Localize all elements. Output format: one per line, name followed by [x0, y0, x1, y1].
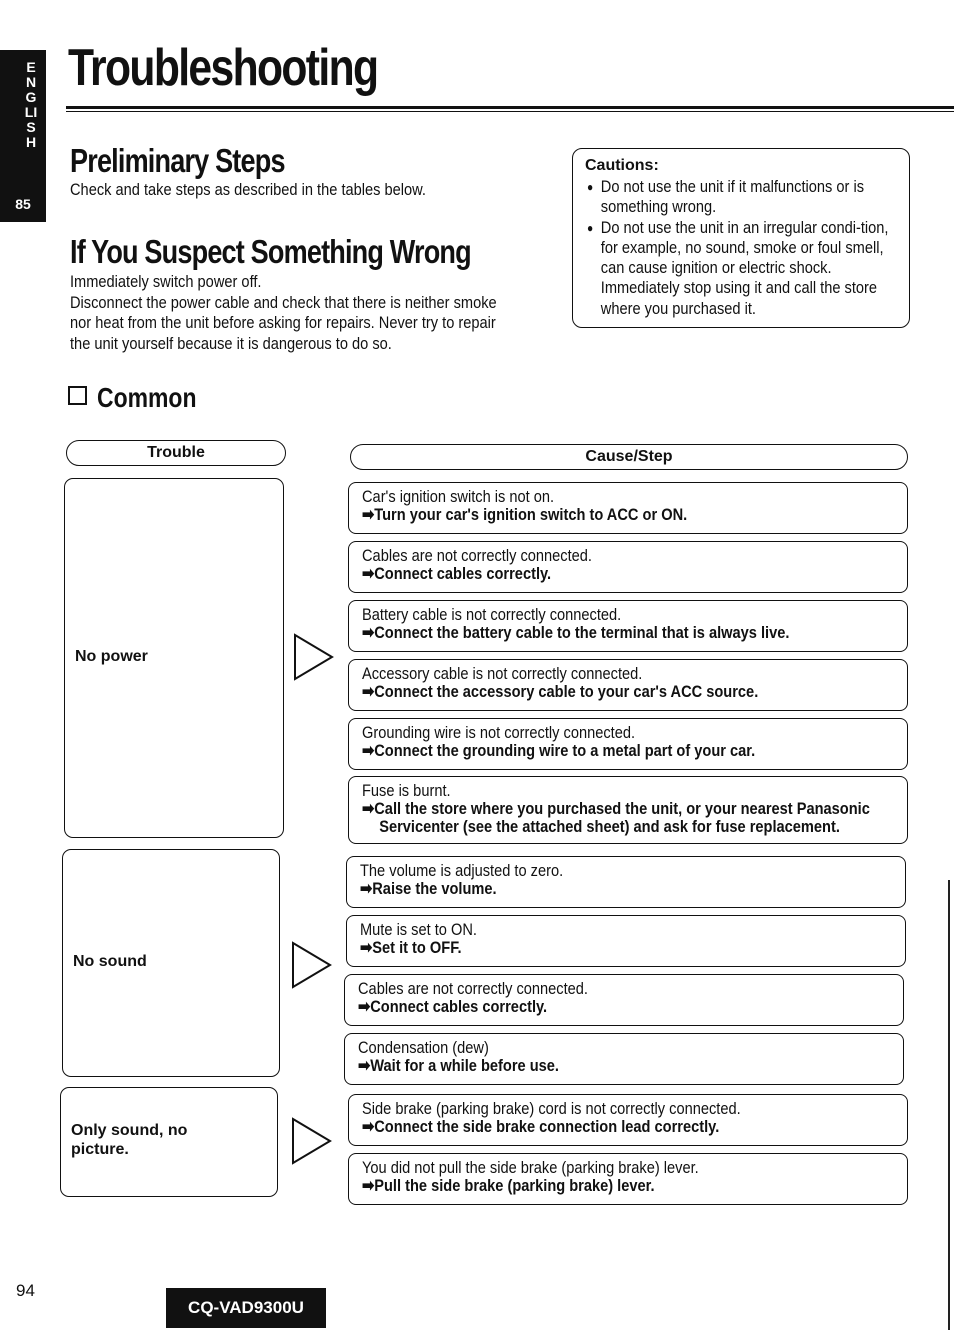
cautions-list — [587, 177, 905, 319]
caution-item: ● Do not use the unit in an irregular condi-tion, for example, no sound, smoke or foul smell, can cause ignition or electric shock. Immediately stop using it and call the store where you purchased it. — [587, 218, 905, 319]
page-number: 94 — [16, 1281, 35, 1300]
trouble-label: No sound — [73, 953, 147, 970]
step-text: ➡Connect the accessory cable to your car's ACC source. — [362, 682, 759, 701]
language-label: ENGLISH — [24, 59, 38, 150]
preliminary-text: Check and take steps as described in the tables below. — [70, 180, 426, 199]
cause-step-box — [348, 600, 908, 652]
cause-text: You did not pull the side brake (parking brake) lever. — [362, 1158, 699, 1177]
caution-item: ● Do not use the unit if it malfunctions or is something wrong. — [587, 177, 905, 218]
cautions-heading: Cautions: — [585, 157, 659, 174]
page-edge-line — [948, 880, 950, 1330]
cause-step-box — [344, 974, 904, 1026]
language-tab — [0, 50, 46, 222]
page-title: Troubleshooting — [68, 39, 378, 97]
cause-step-box — [348, 1153, 908, 1205]
common-heading-text: Common — [97, 382, 197, 413]
cause-step-box — [348, 659, 908, 711]
step-text: ➡Set it to OFF. — [360, 938, 462, 957]
trouble-label: No power — [75, 648, 148, 665]
cause-text: Accessory cable is not correctly connected. — [362, 664, 643, 683]
cause-step-box — [348, 1094, 908, 1146]
cause-step-box — [346, 856, 906, 908]
model-badge: CQ-VAD9300U — [166, 1288, 326, 1328]
pointer-arrow-icon — [292, 632, 336, 682]
step-text: ➡Turn your car's ignition switch to ACC or ON. — [362, 505, 688, 524]
cause-text: The volume is adjusted to zero. — [360, 861, 564, 880]
step-text: ➡Pull the side brake (parking brake) lever. — [362, 1176, 655, 1195]
suspect-line: Immediately switch power off. — [70, 272, 262, 291]
trouble-box-no-picture — [60, 1087, 278, 1197]
pointer-arrow-icon — [290, 1116, 334, 1166]
title-rule — [66, 106, 954, 109]
trouble-box-no-power — [64, 478, 284, 838]
checkbox-icon — [68, 386, 87, 405]
trouble-column-header: Trouble — [66, 440, 286, 466]
step-text: ➡Connect the battery cable to the terminal that is always live. — [362, 623, 790, 642]
cause-text: Cables are not correctly connected. — [358, 979, 588, 998]
trouble-box-no-sound — [62, 849, 280, 1077]
title-rule-thin — [66, 111, 954, 112]
pointer-arrow-icon — [290, 940, 334, 990]
step-text: ➡Connect the grounding wire to a metal part of your car. — [362, 741, 756, 760]
cause-text: Condensation (dew) — [358, 1038, 489, 1057]
step-text: ➡Raise the volume. — [360, 879, 497, 898]
suspect-text — [70, 272, 497, 354]
step-text: ➡Connect the side brake connection lead correctly. — [362, 1117, 720, 1136]
cause-text: Battery cable is not correctly connected. — [362, 605, 622, 624]
step-text: ➡Wait for a while before use. — [358, 1056, 559, 1075]
cause-column-header: Cause/Step — [350, 444, 908, 470]
cause-text: Car's ignition switch is not on. — [362, 487, 555, 506]
step-text: ➡Connect cables correctly. — [362, 564, 552, 583]
suspect-line: nor heat from the unit before asking for repairs. Never try to repair — [70, 313, 496, 332]
step-text: ➡Call the store where you purchased the unit, or your nearest Panasonic Servicenter (see the attached sheet) and ask for fuse replacement. — [362, 799, 870, 836]
suspect-line: Disconnect the power cable and check that there is neither smoke — [70, 292, 497, 312]
preliminary-heading: Preliminary Steps — [70, 142, 285, 179]
cause-text: Fuse is burnt. — [362, 781, 451, 800]
trouble-label: Only sound, no picture. — [71, 1122, 188, 1158]
suspect-line: the unit yourself because it is dangerous to do so. — [70, 333, 392, 353]
cause-text: Cables are not correctly connected. — [362, 546, 592, 565]
cause-step-box — [346, 915, 906, 967]
cause-text: Mute is set to ON. — [360, 920, 478, 939]
cause-step-box — [348, 718, 908, 770]
common-section-heading — [68, 382, 218, 414]
cause-text: Side brake (parking brake) cord is not correctly connected. — [362, 1099, 741, 1118]
cause-step-box — [348, 541, 908, 593]
cautions-box — [572, 148, 910, 328]
section-number: 85 — [15, 196, 31, 212]
cause-text: Grounding wire is not correctly connected. — [362, 723, 636, 742]
cause-step-box — [348, 482, 908, 534]
cause-step-box — [344, 1033, 904, 1085]
suspect-heading: If You Suspect Something Wrong — [70, 233, 471, 270]
cause-step-box — [348, 776, 908, 844]
step-text: ➡Connect cables correctly. — [358, 997, 548, 1016]
